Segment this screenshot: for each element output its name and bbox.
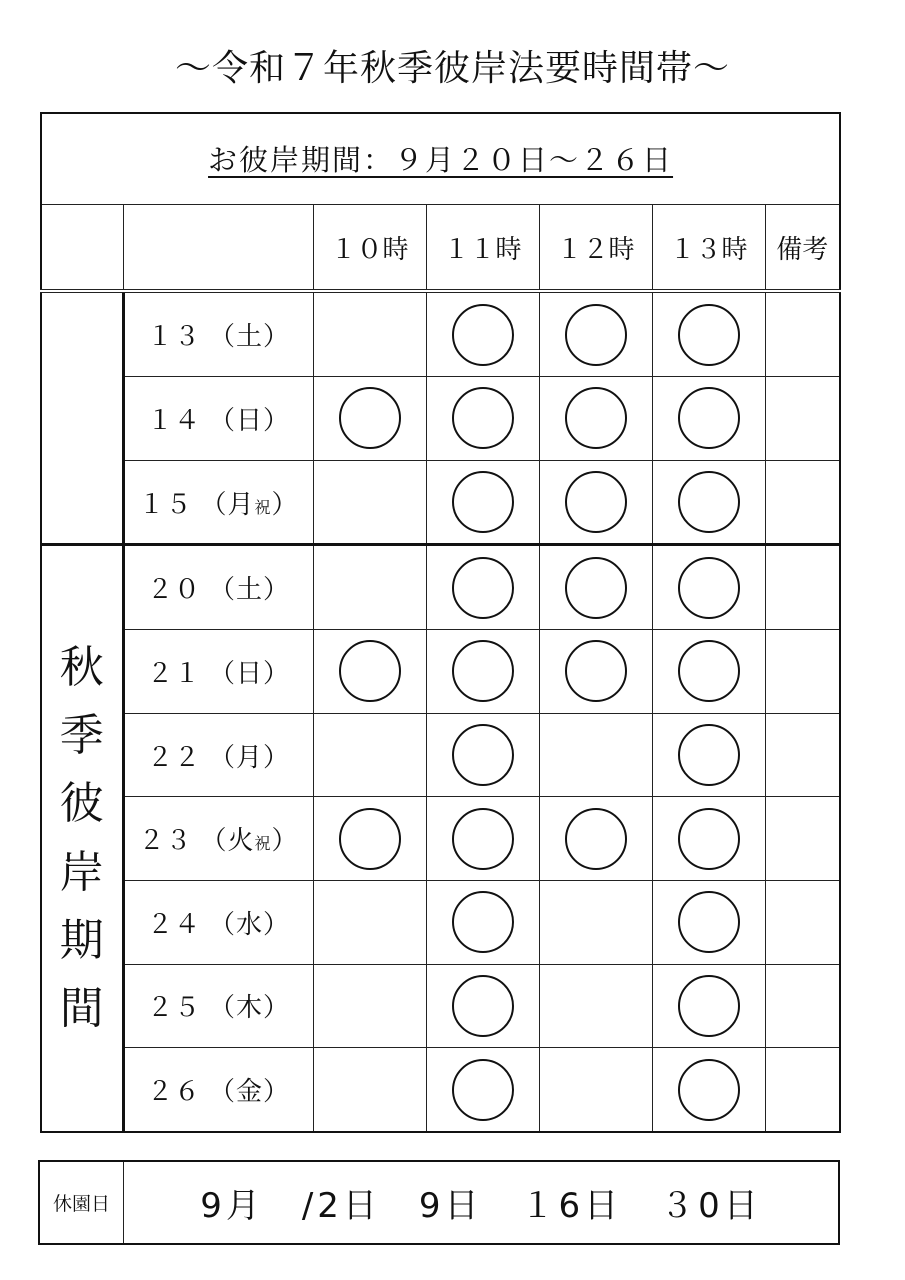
date-close: ） [271, 489, 299, 520]
date-num: １５ [138, 489, 193, 520]
notes-cell [765, 1048, 840, 1132]
circle-mark-icon [678, 808, 740, 870]
period-text: お彼岸期間：９月２０日～２６日 [208, 143, 674, 178]
slot-cell [539, 880, 652, 964]
circle-mark-icon [565, 471, 627, 533]
date-cell [123, 291, 313, 376]
date-num: ２３ [138, 826, 193, 857]
side-blank [41, 291, 123, 544]
date-num: ２２ [146, 742, 201, 773]
slot-cell [313, 630, 426, 714]
date-dow: 月 [236, 742, 264, 773]
circle-mark-icon [339, 808, 401, 870]
circle-mark-icon [452, 891, 514, 953]
date-close: ） [263, 909, 291, 940]
circle-mark-icon [452, 1059, 514, 1121]
circle-mark-icon [678, 304, 740, 366]
date-num: ２５ [146, 993, 201, 1024]
slot-cell [426, 291, 539, 376]
date-hol: 祝 [254, 834, 272, 854]
circle-mark-icon [452, 304, 514, 366]
circle-mark-icon [678, 1059, 740, 1121]
date-cell [123, 460, 313, 545]
notes-cell [765, 713, 840, 797]
slot-cell [426, 964, 539, 1048]
date-close: ） [263, 742, 291, 773]
slot-cell [426, 377, 539, 461]
slot-cell [539, 713, 652, 797]
table-row [41, 630, 840, 714]
date-open: （ [208, 742, 236, 773]
date-close: ） [263, 322, 291, 353]
slot-cell [313, 964, 426, 1048]
date-open: （ [208, 322, 236, 353]
date-close: ） [271, 826, 299, 857]
circle-mark-icon [565, 640, 627, 702]
slot-cell [313, 377, 426, 461]
slot-cell [652, 713, 765, 797]
notes-cell [765, 545, 840, 630]
circle-mark-icon [678, 724, 740, 786]
notes-cell [765, 291, 840, 376]
slot-cell [652, 291, 765, 376]
slot-cell [539, 797, 652, 881]
slot-cell [652, 460, 765, 545]
date-cell [123, 797, 313, 881]
side-label-char: 間 [59, 983, 104, 1035]
slot-cell [313, 880, 426, 964]
table-row [41, 545, 840, 630]
table-row [41, 377, 840, 461]
notes-cell [765, 460, 840, 545]
date-hol: 祝 [254, 497, 272, 517]
date-open: （ [200, 826, 228, 857]
slot-cell [652, 964, 765, 1048]
date-num: ２６ [146, 1077, 201, 1108]
date-cell [123, 880, 313, 964]
notes-cell [765, 964, 840, 1048]
date-cell [123, 377, 313, 461]
closed-days-box [38, 1160, 840, 1245]
notes-cell [765, 797, 840, 881]
side-label-char: 秋 [59, 642, 104, 694]
date-cell [123, 713, 313, 797]
date-open: （ [208, 1077, 236, 1108]
side-label-char: 彼 [59, 778, 104, 830]
period-cell [41, 113, 840, 204]
date-dow: 日 [236, 658, 264, 689]
circle-mark-icon [678, 891, 740, 953]
date-cell [123, 964, 313, 1048]
date-dow: 土 [236, 575, 264, 606]
slot-cell [426, 713, 539, 797]
slot-cell [426, 880, 539, 964]
date-open: （ [208, 405, 236, 436]
circle-mark-icon [452, 724, 514, 786]
date-num: １３ [146, 322, 201, 353]
header-notes: 備考 [765, 204, 840, 291]
notes-cell [765, 630, 840, 714]
slot-cell [652, 880, 765, 964]
date-open: （ [208, 993, 236, 1024]
circle-mark-icon [678, 640, 740, 702]
header-blank-2 [123, 204, 313, 291]
slot-cell [652, 545, 765, 630]
slot-cell [426, 630, 539, 714]
side-label [41, 545, 123, 1132]
circle-mark-icon [678, 387, 740, 449]
slot-cell [652, 377, 765, 461]
circle-mark-icon [452, 557, 514, 619]
date-close: ） [263, 1077, 291, 1108]
slot-cell [539, 377, 652, 461]
date-dow: 日 [236, 405, 264, 436]
circle-mark-icon [339, 387, 401, 449]
header-11: １１時 [426, 204, 539, 291]
table-row [41, 964, 840, 1048]
slot-cell [313, 1048, 426, 1132]
closed-days-text: 9月 /2日 9日 １6日 ３0日 [200, 1186, 762, 1226]
header-10: １０時 [313, 204, 426, 291]
table-row [41, 797, 840, 881]
table-row [41, 880, 840, 964]
side-label-char: 岸 [59, 846, 104, 898]
slot-cell [539, 460, 652, 545]
date-num: ２０ [146, 575, 201, 606]
slot-cell [313, 713, 426, 797]
date-open: （ [200, 489, 228, 520]
date-dow: 月 [227, 489, 255, 520]
date-num: ２４ [146, 909, 201, 940]
date-close: ） [263, 575, 291, 606]
slot-cell [652, 1048, 765, 1132]
date-dow: 土 [236, 322, 264, 353]
circle-mark-icon [452, 808, 514, 870]
table-row [41, 713, 840, 797]
slot-cell [313, 797, 426, 881]
closed-days-label: 休園日 [40, 1162, 124, 1243]
slot-cell [426, 545, 539, 630]
circle-mark-icon [452, 640, 514, 702]
table-row [41, 1048, 840, 1132]
notes-cell [765, 880, 840, 964]
circle-mark-icon [565, 304, 627, 366]
slot-cell [426, 1048, 539, 1132]
header-13: １３時 [652, 204, 765, 291]
date-open: （ [208, 909, 236, 940]
slot-cell [539, 630, 652, 714]
slot-cell [652, 630, 765, 714]
slot-cell [539, 1048, 652, 1132]
circle-mark-icon [339, 640, 401, 702]
date-num: １４ [146, 405, 201, 436]
slot-cell [313, 460, 426, 545]
circle-mark-icon [565, 808, 627, 870]
circle-mark-icon [565, 557, 627, 619]
side-label-char: 季 [59, 710, 104, 762]
circle-mark-icon [565, 387, 627, 449]
slot-cell [539, 964, 652, 1048]
page-title: ～令和７年秋季彼岸法要時間帯～ [174, 48, 730, 89]
circle-mark-icon [452, 387, 514, 449]
date-close: ） [263, 405, 291, 436]
date-cell [123, 1048, 313, 1132]
slot-cell [539, 291, 652, 376]
date-dow: 火 [227, 826, 255, 857]
header-12: １２時 [539, 204, 652, 291]
slot-cell [313, 291, 426, 376]
circle-mark-icon [452, 975, 514, 1037]
date-open: （ [208, 575, 236, 606]
slot-cell [426, 460, 539, 545]
header-blank-1 [41, 204, 123, 291]
circle-mark-icon [678, 471, 740, 533]
schedule-table [40, 112, 841, 1133]
date-dow: 木 [236, 993, 264, 1024]
slot-cell [539, 545, 652, 630]
date-close: ） [263, 658, 291, 689]
date-cell [123, 630, 313, 714]
slot-cell [313, 545, 426, 630]
side-label-char: 期 [59, 914, 104, 966]
circle-mark-icon [678, 975, 740, 1037]
date-close: ） [263, 993, 291, 1024]
slot-cell [652, 797, 765, 881]
notes-cell [765, 377, 840, 461]
date-dow: 水 [236, 909, 264, 940]
date-dow: 金 [236, 1077, 264, 1108]
date-num: ２１ [146, 658, 201, 689]
slot-cell [426, 797, 539, 881]
date-cell [123, 545, 313, 630]
circle-mark-icon [678, 557, 740, 619]
table-row [41, 460, 840, 545]
table-row [41, 291, 840, 376]
circle-mark-icon [452, 471, 514, 533]
date-open: （ [208, 658, 236, 689]
